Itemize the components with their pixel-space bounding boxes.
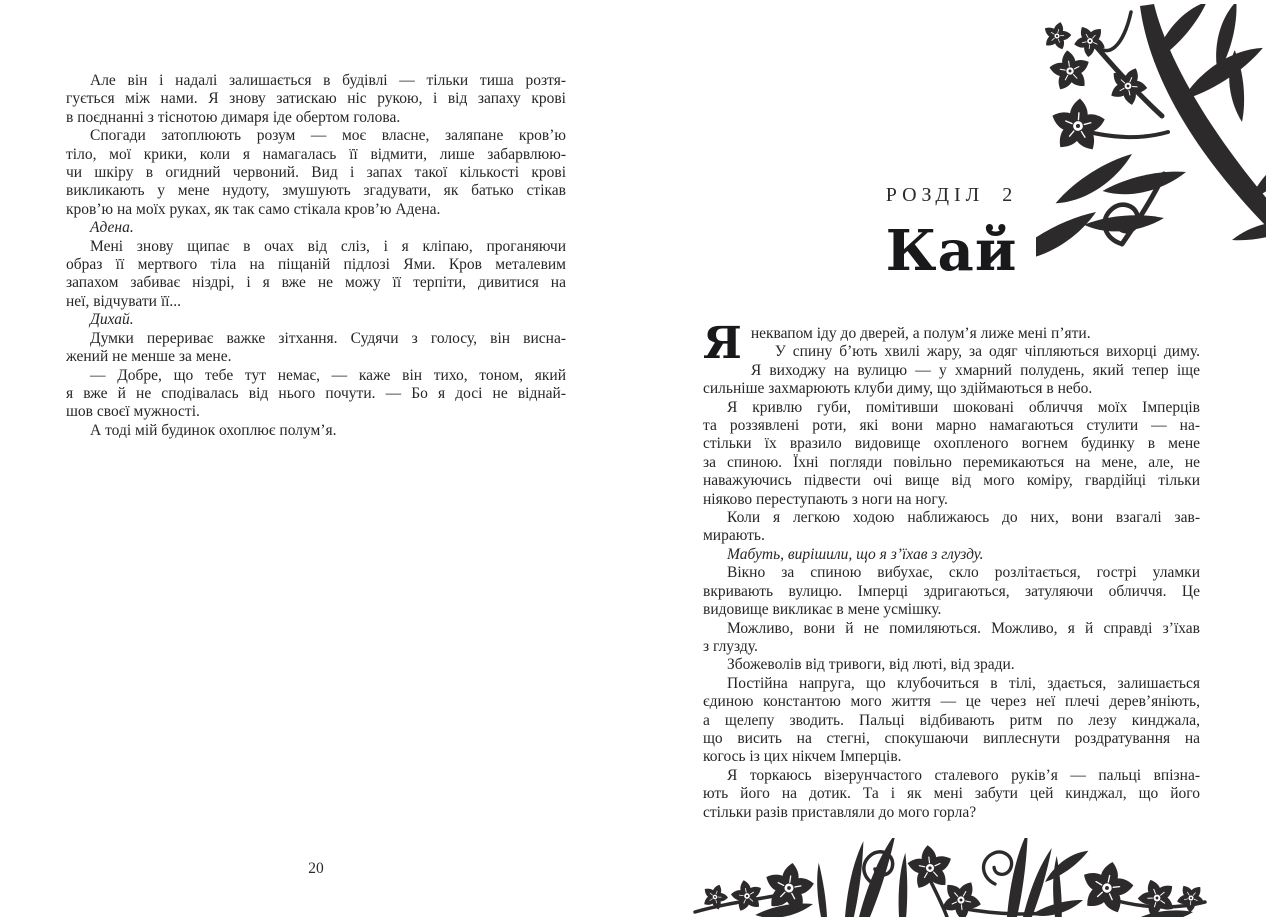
text-line: за спиною. Їхні погляди повільно перемикаються на мене, але, не bbox=[703, 453, 1200, 471]
text-line: Збожеволів від тривоги, від люті, від зради. bbox=[727, 656, 1015, 674]
paragraph bbox=[703, 675, 1200, 767]
paragraph bbox=[703, 343, 1200, 398]
chapter-title: Кай bbox=[885, 218, 1018, 284]
text-line: Я кривлю губи, помітивши шоковані обличчя моїх Імперців bbox=[727, 398, 1200, 416]
paragraph bbox=[703, 546, 1200, 564]
text-line: з глузду. bbox=[703, 637, 758, 655]
paragraph bbox=[66, 219, 566, 237]
text-line: Мабуть, вирішили, що я з’їхав з глузду. bbox=[727, 545, 984, 563]
text-line: У спину б’ють хвилі жару, за одяг чіпляються вихорці диму. bbox=[774, 343, 1200, 361]
text-line: шов своєї мужності. bbox=[66, 403, 200, 421]
text-line: запахом забиває ніздрі, і я вже не можу її терпіти, дивитися на bbox=[66, 274, 566, 292]
text-line: ють його на дотик. Та і як мені забути цей кинджал, що його bbox=[703, 785, 1200, 803]
text-line: когось із цих нікчем Імперців. bbox=[703, 748, 902, 766]
text-line: кров’ю на моїх руках, як так само стікала кров’ю Адена. bbox=[66, 200, 441, 218]
text-line: Дихай. bbox=[90, 311, 134, 329]
paragraph bbox=[703, 564, 1200, 619]
text-line: чи шкіру в огидний червоний. Вид і запах такої кількості крові bbox=[66, 164, 566, 182]
paragraph bbox=[66, 127, 566, 219]
text-line: Адена. bbox=[90, 219, 134, 237]
text-line: а щелепу зводить. Пальці відбивають ритм по лезу кинджала, bbox=[703, 711, 1200, 729]
paragraph bbox=[703, 767, 1200, 822]
text-line: Вікно за спиною вибухає, скло розлітається, гострі уламки bbox=[727, 564, 1200, 582]
text-line: стільки разів приставляли до мого горла? bbox=[703, 803, 977, 821]
text-line: сильніше захмарюють клуби диму, що здіймаються в небо. bbox=[703, 380, 1093, 398]
text-line: Можливо, вони й не помиляються. Можливо, я й справді з’їхав bbox=[727, 619, 1200, 637]
text-line: Я торкаюсь візерунчастого сталевого руків’я — пальці впізна- bbox=[727, 766, 1200, 784]
paragraph bbox=[66, 72, 566, 127]
paragraph bbox=[66, 311, 566, 329]
text-line: ніяково переступають з ноги на ногу. bbox=[703, 490, 948, 508]
text-line: єдиною константою мого життя — це через неї плечі дерев’яніють, bbox=[703, 693, 1200, 711]
text-line: та роззявлені роти, які вони марно намагаються стулити — на- bbox=[703, 417, 1200, 435]
floral-border-ornament bbox=[693, 838, 1215, 917]
text-line: в поєднанні з тіснотою димаря іде обертом голова. bbox=[66, 108, 401, 126]
page-number: 20 bbox=[308, 860, 324, 877]
paragraph bbox=[66, 422, 566, 440]
paragraph bbox=[66, 238, 566, 312]
text-line: Думки перериває важке зітхання. Судячи з голосу, він висна- bbox=[90, 329, 566, 347]
floral-branch-ornament bbox=[1036, 4, 1266, 268]
text-line: наважуючись підвести очі вище від мого коміру, гвардійці тільки bbox=[703, 472, 1200, 490]
drop-cap: Я bbox=[703, 318, 742, 369]
text-line: неї, відчувати її... bbox=[66, 292, 182, 310]
text-line: видовище викликає в мене усмішку. bbox=[703, 601, 942, 619]
text-line: Але він і надалі залишається в будівлі — тільки тиша розтя- bbox=[90, 72, 566, 89]
text-line: жений не менше за мене. bbox=[66, 348, 232, 366]
text-line: А тоді мій будинок охоплює полум’я. bbox=[90, 421, 337, 439]
paragraph bbox=[703, 509, 1200, 546]
text-line: Я виходжу на вулицю — у хмарний полудень, який тепер іще bbox=[750, 361, 1200, 379]
text-line: Постійна напруга, що клубочиться в тілі, здається, залишається bbox=[727, 674, 1200, 692]
paragraph bbox=[703, 325, 1200, 343]
paragraph bbox=[703, 620, 1200, 657]
text-line: образ її мертвого тіла на піщаній підлозі Ями. Кров металевим bbox=[66, 256, 566, 274]
right-page-paragraphs bbox=[703, 318, 1200, 822]
paragraph bbox=[66, 367, 566, 422]
text-line: — Добре, що тебе тут немає, — каже він тихо, тоном, який bbox=[90, 366, 566, 384]
text-line: тіло, мої крики, коли я намагалась її відмити, лише забарвлюю- bbox=[66, 145, 566, 163]
text-line: неквапом іду до дверей, а полум’я лиже мені п’яти. bbox=[750, 325, 1091, 342]
paragraph bbox=[66, 330, 566, 367]
text-line: стільки їх вразило видовище охопленого вогнем будинку в мене bbox=[703, 435, 1200, 453]
paragraph bbox=[703, 656, 1200, 674]
left-page-text bbox=[66, 72, 566, 440]
chapter-label: РОЗДІЛ 2 bbox=[885, 184, 1018, 206]
right-page-text bbox=[703, 318, 1200, 822]
text-line: що висить на стегні, спокушаючи виплеснути роздратування на bbox=[703, 729, 1200, 747]
text-line: Спогади затоплюють розум — моє власне, заляпане кров’ю bbox=[90, 127, 566, 145]
text-line: я вже й не сподівалась від нього почути. — Бо я досі не віднай- bbox=[66, 384, 566, 402]
text-line: Мені знову щипає в очах від сліз, і я кліпаю, проганяючи bbox=[90, 237, 566, 255]
text-line: гується між нами. Я знову затискаю ніс рукою, і від запаху крові bbox=[66, 90, 566, 108]
text-line: мирають. bbox=[703, 527, 765, 545]
paragraph bbox=[703, 399, 1200, 509]
text-line: вкривають вулицю. Імперці здригаються, затуляючи обличчя. Це bbox=[703, 582, 1200, 600]
text-line: Коли я легкою ходою наближаюсь до них, вони взагалі зав- bbox=[727, 509, 1200, 527]
text-line: викликають у мене нудоту, змушують згадувати, як батько стікав bbox=[66, 182, 566, 200]
